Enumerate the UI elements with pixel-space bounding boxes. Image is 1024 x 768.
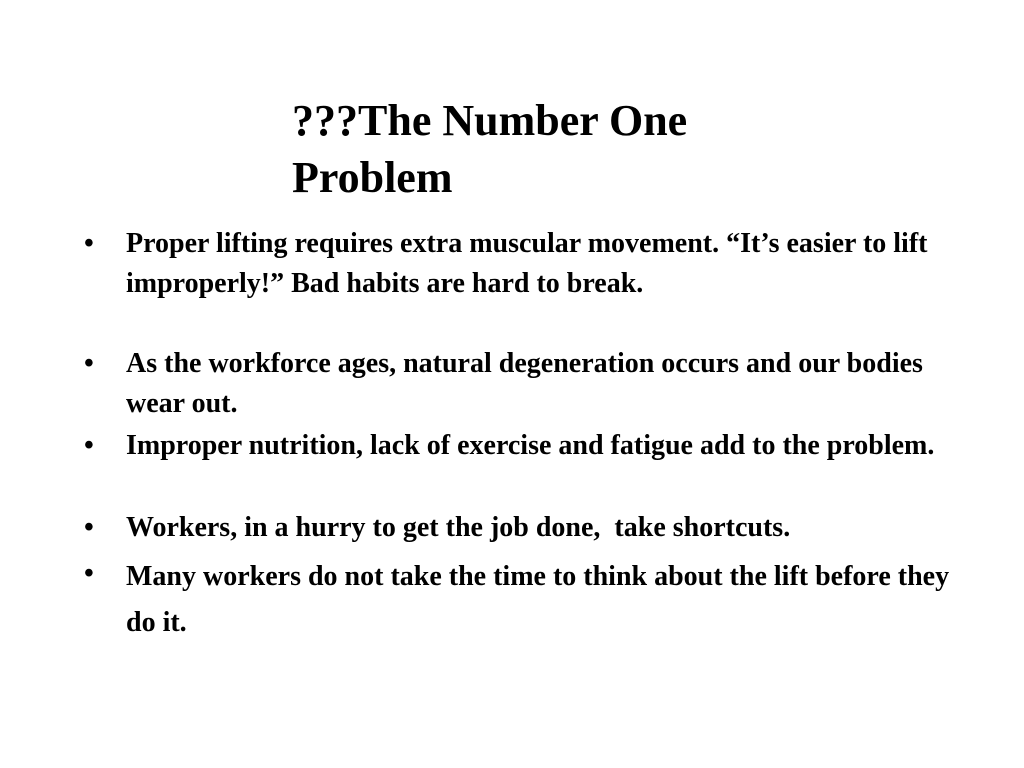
bullet-marker: •: [84, 558, 94, 589]
bullet-text: Improper nutrition, lack of exercise and fatigue add to the problem.: [126, 430, 935, 461]
bullet-marker: •: [84, 512, 94, 543]
bullet-item: [84, 426, 954, 466]
bullet-item: [84, 344, 954, 424]
bullet-marker: •: [84, 228, 94, 259]
bullet-marker: •: [84, 348, 94, 379]
bullet-item: [84, 224, 954, 304]
bullet-text: Many workers do not take the time to think about the lift before they do it.: [126, 561, 950, 638]
bullet-item: [84, 508, 954, 548]
bullet-text: As the workforce ages, natural degeneration occurs and our bodies wear out.: [126, 348, 923, 419]
bullet-item: [84, 554, 954, 646]
bullet-text: Proper lifting requires extra muscular movement. “It’s easier to lift improperly!” Bad habits are hard to break.: [126, 228, 928, 299]
bullet-marker: •: [84, 430, 94, 461]
bullet-text: Workers, in a hurry to get the job done, take shortcuts.: [126, 512, 791, 543]
slide-title: ???The Number One Problem: [292, 96, 688, 202]
